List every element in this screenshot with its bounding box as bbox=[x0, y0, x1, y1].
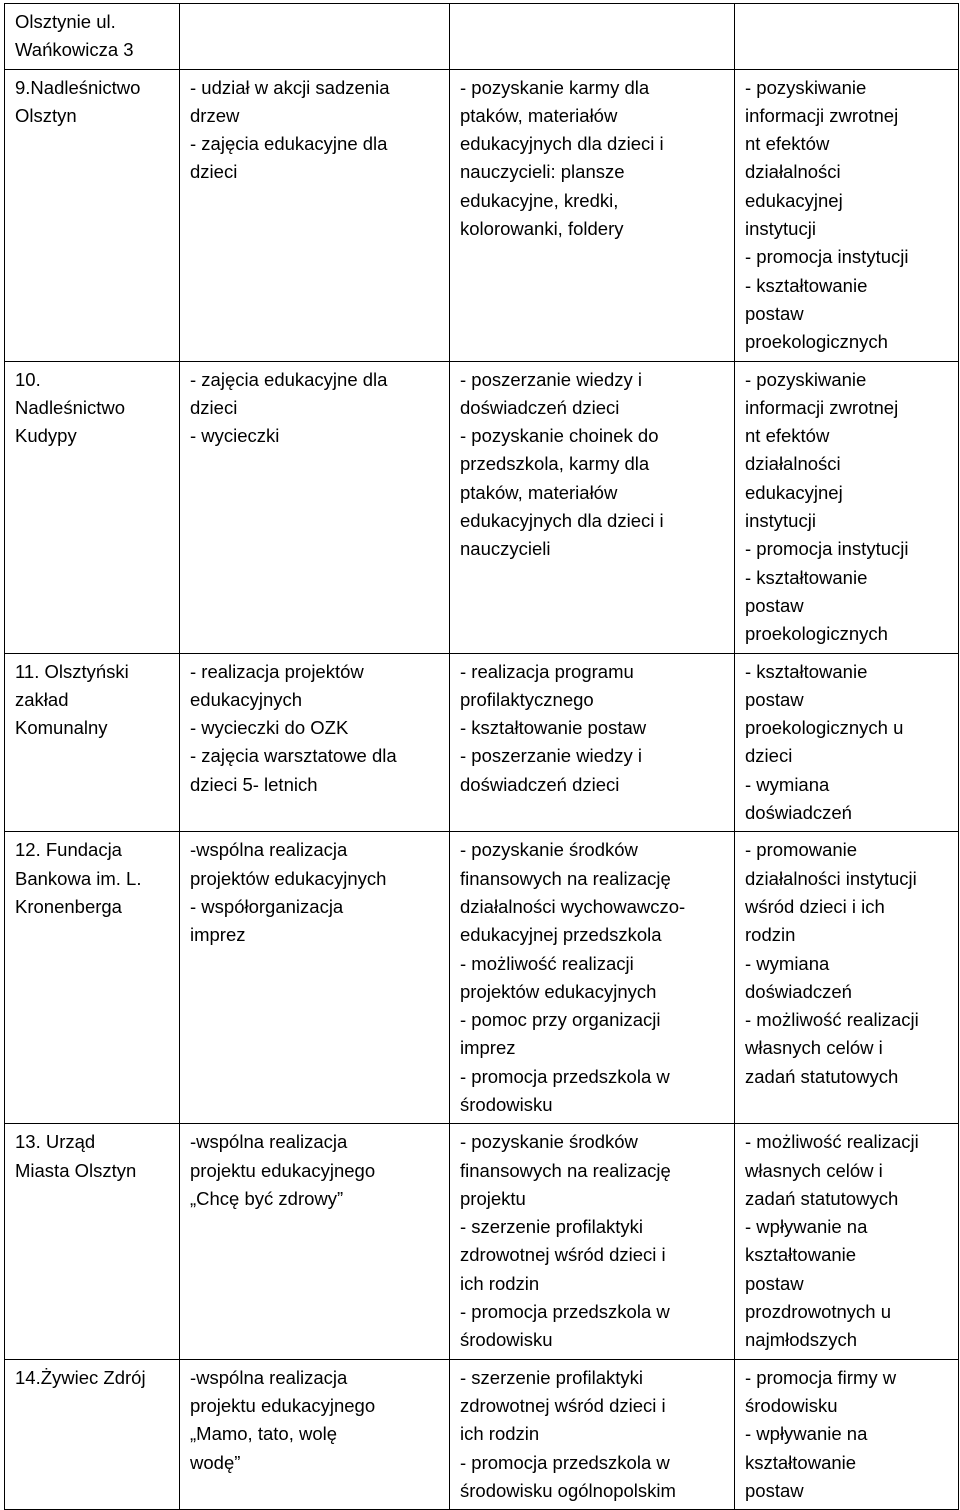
table-row bbox=[5, 653, 959, 832]
cell-text-line: - promocja firmy w bbox=[745, 1366, 897, 1388]
cell-text-line: informacji zwrotnej bbox=[745, 104, 899, 126]
cell-text-line: zdrowotnej wśród dzieci i bbox=[460, 1244, 666, 1266]
institution-cell bbox=[5, 361, 180, 653]
cell-text-line: własnych celów i bbox=[745, 1037, 883, 1059]
cell-text-line: finansowych na realizację bbox=[460, 1159, 671, 1181]
cell-text-line: postaw bbox=[745, 302, 804, 324]
cell-text-line: - pomoc przy organizacji bbox=[460, 1009, 661, 1031]
cell-text-line: - możliwość realizacji bbox=[745, 1009, 919, 1031]
cell-text-line: - zajęcia edukacyjne dla bbox=[190, 368, 388, 390]
cell-text-line: - kształtowanie bbox=[745, 660, 868, 682]
cell-text-line: działalności bbox=[745, 453, 841, 475]
cell-text-line: środowisku bbox=[745, 1394, 838, 1416]
cell-text-line: edukacyjnych dla dzieci i bbox=[460, 133, 664, 155]
cell-text-line: działalności bbox=[745, 161, 841, 183]
cell-text-line: - kształtowanie bbox=[745, 566, 868, 588]
cell-text-line: Komunalny bbox=[15, 717, 108, 739]
table-row bbox=[5, 832, 959, 1124]
cell-text-line: 9.Nadleśnictwo bbox=[15, 76, 141, 98]
cell-text-line: doświadczeń bbox=[745, 802, 852, 824]
cell-text-line: imprez bbox=[460, 1037, 516, 1059]
cell-text-line: ich rodzin bbox=[460, 1423, 540, 1445]
cell-text-line: - pozyskiwanie bbox=[745, 368, 867, 390]
cell-text-line: - wpływanie na bbox=[745, 1423, 868, 1445]
cell-text-line: finansowych na realizację bbox=[460, 867, 671, 889]
cell-text-line: -wspólna realizacja bbox=[190, 1131, 348, 1153]
table-row bbox=[5, 69, 959, 361]
cell-text-line: - możliwość realizacji bbox=[460, 952, 634, 974]
cell-text-line: nauczycieli: plansze bbox=[460, 161, 625, 183]
cell-text-line: - poszerzanie wiedzy i bbox=[460, 745, 642, 767]
cell-text-line: edukacyjnej bbox=[745, 189, 843, 211]
cell-text-line: zadań statutowych bbox=[745, 1187, 899, 1209]
cell-text-line: - pozyskanie choinek do bbox=[460, 425, 659, 447]
preschool-benefits-cell bbox=[450, 1359, 735, 1509]
institution-cell bbox=[5, 69, 180, 361]
cell-text-line: przedszkola, karmy dla bbox=[460, 453, 650, 475]
cell-text-line: - promocja przedszkola w bbox=[460, 1301, 670, 1323]
activities-cell bbox=[180, 69, 450, 361]
cell-text-line: - wycieczki do OZK bbox=[190, 717, 349, 739]
institution-cell bbox=[5, 4, 180, 70]
cell-text-line: edukacyjnej bbox=[745, 481, 843, 503]
cell-text-line: - promocja przedszkola w bbox=[460, 1451, 670, 1473]
cell-text-line: edukacyjne, kredki, bbox=[460, 189, 619, 211]
cell-text-line: 10. bbox=[15, 368, 41, 390]
cell-text-line: dzieci bbox=[190, 396, 238, 418]
cell-text-line: wśród dzieci i ich bbox=[745, 895, 885, 917]
cell-text-line: - promocja przedszkola w bbox=[460, 1065, 670, 1087]
cell-text-line: kolorowanki, foldery bbox=[460, 218, 624, 240]
cell-text-line: - zajęcia edukacyjne dla bbox=[190, 133, 388, 155]
activities-cell bbox=[180, 653, 450, 832]
activities-cell bbox=[180, 832, 450, 1124]
activities-cell bbox=[180, 361, 450, 653]
cell-text-line: postaw bbox=[745, 1272, 804, 1294]
cell-text-line: nauczycieli bbox=[460, 538, 551, 560]
cell-text-line: zakład bbox=[15, 688, 69, 710]
partners-table bbox=[4, 3, 959, 1510]
cell-text-line: - pozyskanie środków bbox=[460, 839, 638, 861]
cell-text-line: - szerzenie profilaktyki bbox=[460, 1216, 644, 1238]
cell-text-line: - wycieczki bbox=[190, 425, 280, 447]
cell-text-line: doświadczeń dzieci bbox=[460, 396, 620, 418]
partner-benefits-cell bbox=[735, 1359, 959, 1509]
cell-text-line: - promowanie bbox=[745, 839, 858, 861]
cell-text-line: nt efektów bbox=[745, 425, 830, 447]
partner-benefits-cell bbox=[735, 653, 959, 832]
cell-text-line: projektu bbox=[460, 1187, 526, 1209]
cell-text-line: najmłodszych bbox=[745, 1329, 858, 1351]
cell-text-line: ptaków, materiałów bbox=[460, 104, 618, 126]
cell-text-line: wodę” bbox=[190, 1451, 241, 1473]
cell-text-line: Kronenberga bbox=[15, 895, 122, 917]
cell-text-line: - pozyskanie środków bbox=[460, 1131, 638, 1153]
table-row bbox=[5, 361, 959, 653]
cell-text-line: prozdrowotnych u bbox=[745, 1301, 892, 1323]
cell-text-line: proekologicznych bbox=[745, 623, 888, 645]
cell-text-line: - współorganizacja bbox=[190, 895, 344, 917]
cell-text-line: ich rodzin bbox=[460, 1272, 540, 1294]
cell-text-line: Wańkowicza 3 bbox=[15, 39, 134, 61]
preschool-benefits-cell bbox=[450, 1124, 735, 1359]
cell-text-line: Miasta Olsztyn bbox=[15, 1159, 137, 1181]
preschool-benefits-cell bbox=[450, 361, 735, 653]
cell-text-line: dzieci bbox=[745, 745, 793, 767]
institution-cell bbox=[5, 1359, 180, 1509]
cell-text-line: 14.Żywiec Zdrój bbox=[15, 1366, 146, 1388]
cell-text-line: - wpływanie na bbox=[745, 1216, 868, 1238]
cell-text-line: projektów edukacyjnych bbox=[190, 867, 387, 889]
partner-benefits-cell bbox=[735, 1124, 959, 1359]
partner-benefits-cell bbox=[735, 832, 959, 1124]
cell-text-line: własnych celów i bbox=[745, 1159, 883, 1181]
cell-text-line: imprez bbox=[190, 924, 246, 946]
cell-text-line: działalności instytucji bbox=[745, 867, 917, 889]
cell-text-line: Bankowa im. L. bbox=[15, 867, 142, 889]
preschool-benefits-cell bbox=[450, 832, 735, 1124]
institution-cell bbox=[5, 1124, 180, 1359]
cell-text-line: środowisku bbox=[460, 1093, 553, 1115]
cell-text-line: - realizacja programu bbox=[460, 660, 634, 682]
cell-text-line: proekologicznych bbox=[745, 331, 888, 353]
cell-text-line: informacji zwrotnej bbox=[745, 396, 899, 418]
cell-text-line: środowisku ogólnopolskim bbox=[460, 1479, 676, 1501]
cell-text-line: ptaków, materiałów bbox=[460, 481, 618, 503]
cell-text-line: doświadczeń dzieci bbox=[460, 773, 620, 795]
cell-text-line: środowisku bbox=[460, 1329, 553, 1351]
cell-text-line: 12. Fundacja bbox=[15, 839, 122, 861]
cell-text-line: Nadleśnictwo bbox=[15, 396, 126, 418]
cell-text-line: działalności wychowawczo- bbox=[460, 895, 686, 917]
activities-cell bbox=[180, 1124, 450, 1359]
cell-text-line: - promocja instytucji bbox=[745, 246, 909, 268]
cell-text-line: dzieci bbox=[190, 161, 238, 183]
cell-text-line: proekologicznych u bbox=[745, 717, 904, 739]
cell-text-line: - wymiana bbox=[745, 952, 830, 974]
cell-text-line: projektu edukacyjnego bbox=[190, 1394, 376, 1416]
cell-text-line: - poszerzanie wiedzy i bbox=[460, 368, 642, 390]
cell-text-line: projektu edukacyjnego bbox=[190, 1159, 376, 1181]
cell-text-line: - kształtowanie postaw bbox=[460, 717, 647, 739]
cell-text-line: instytucji bbox=[745, 510, 816, 532]
cell-text-line: - zajęcia warsztatowe dla bbox=[190, 745, 397, 767]
preschool-benefits-cell bbox=[450, 69, 735, 361]
cell-text-line: kształtowanie bbox=[745, 1451, 857, 1473]
cell-text-line: -wspólna realizacja bbox=[190, 839, 348, 861]
cell-text-line: „Mamo, tato, wolę bbox=[190, 1423, 338, 1445]
preschool-benefits-cell bbox=[450, 4, 735, 70]
cell-text-line: edukacyjnych dla dzieci i bbox=[460, 510, 664, 532]
cell-text-line: dzieci 5- letnich bbox=[190, 773, 318, 795]
cell-text-line: drzew bbox=[190, 104, 240, 126]
cell-text-line: edukacyjnej przedszkola bbox=[460, 924, 662, 946]
cell-text-line: - promocja instytucji bbox=[745, 538, 909, 560]
cell-text-line: postaw bbox=[745, 688, 804, 710]
cell-text-line: zadań statutowych bbox=[745, 1065, 899, 1087]
cell-text-line: - udział w akcji sadzenia bbox=[190, 76, 390, 98]
cell-text-line: doświadczeń bbox=[745, 980, 852, 1002]
cell-text-line: - realizacja projektów bbox=[190, 660, 364, 682]
table-row bbox=[5, 1359, 959, 1509]
cell-text-line: -wspólna realizacja bbox=[190, 1366, 348, 1388]
institution-cell bbox=[5, 653, 180, 832]
partner-benefits-cell bbox=[735, 69, 959, 361]
cell-text-line: postaw bbox=[745, 594, 804, 616]
cell-text-line: kształtowanie bbox=[745, 1244, 857, 1266]
cell-text-line: „Chcę być zdrowy” bbox=[190, 1187, 344, 1209]
cell-text-line: - pozyskiwanie bbox=[745, 76, 867, 98]
cell-text-line: 11. Olsztyński bbox=[15, 660, 129, 682]
cell-text-line: Olsztynie ul. bbox=[15, 11, 116, 32]
cell-text-line: projektów edukacyjnych bbox=[460, 980, 657, 1002]
partner-benefits-cell bbox=[735, 361, 959, 653]
cell-text-line: postaw bbox=[745, 1479, 804, 1501]
cell-text-line: profilaktycznego bbox=[460, 688, 594, 710]
activities-cell bbox=[180, 4, 450, 70]
table-row bbox=[5, 1124, 959, 1359]
cell-text-line: Olsztyn bbox=[15, 104, 77, 126]
cell-text-line: zdrowotnej wśród dzieci i bbox=[460, 1394, 666, 1416]
cell-text-line: nt efektów bbox=[745, 133, 830, 155]
cell-text-line: - kształtowanie bbox=[745, 274, 868, 296]
cell-text-line: instytucji bbox=[745, 218, 816, 240]
cell-text-line: edukacyjnych bbox=[190, 688, 303, 710]
cell-text-line: Kudypy bbox=[15, 425, 77, 447]
cell-text-line: - możliwość realizacji bbox=[745, 1131, 919, 1153]
partner-benefits-cell bbox=[735, 4, 959, 70]
preschool-benefits-cell bbox=[450, 653, 735, 832]
cell-text-line: - szerzenie profilaktyki bbox=[460, 1366, 644, 1388]
cell-text-line: 13. Urząd bbox=[15, 1131, 96, 1153]
cell-text-line: - pozyskanie karmy dla bbox=[460, 76, 650, 98]
institution-cell bbox=[5, 832, 180, 1124]
cell-text-line: rodzin bbox=[745, 924, 796, 946]
activities-cell bbox=[180, 1359, 450, 1509]
table-row bbox=[5, 4, 959, 70]
cell-text-line: - wymiana bbox=[745, 773, 830, 795]
